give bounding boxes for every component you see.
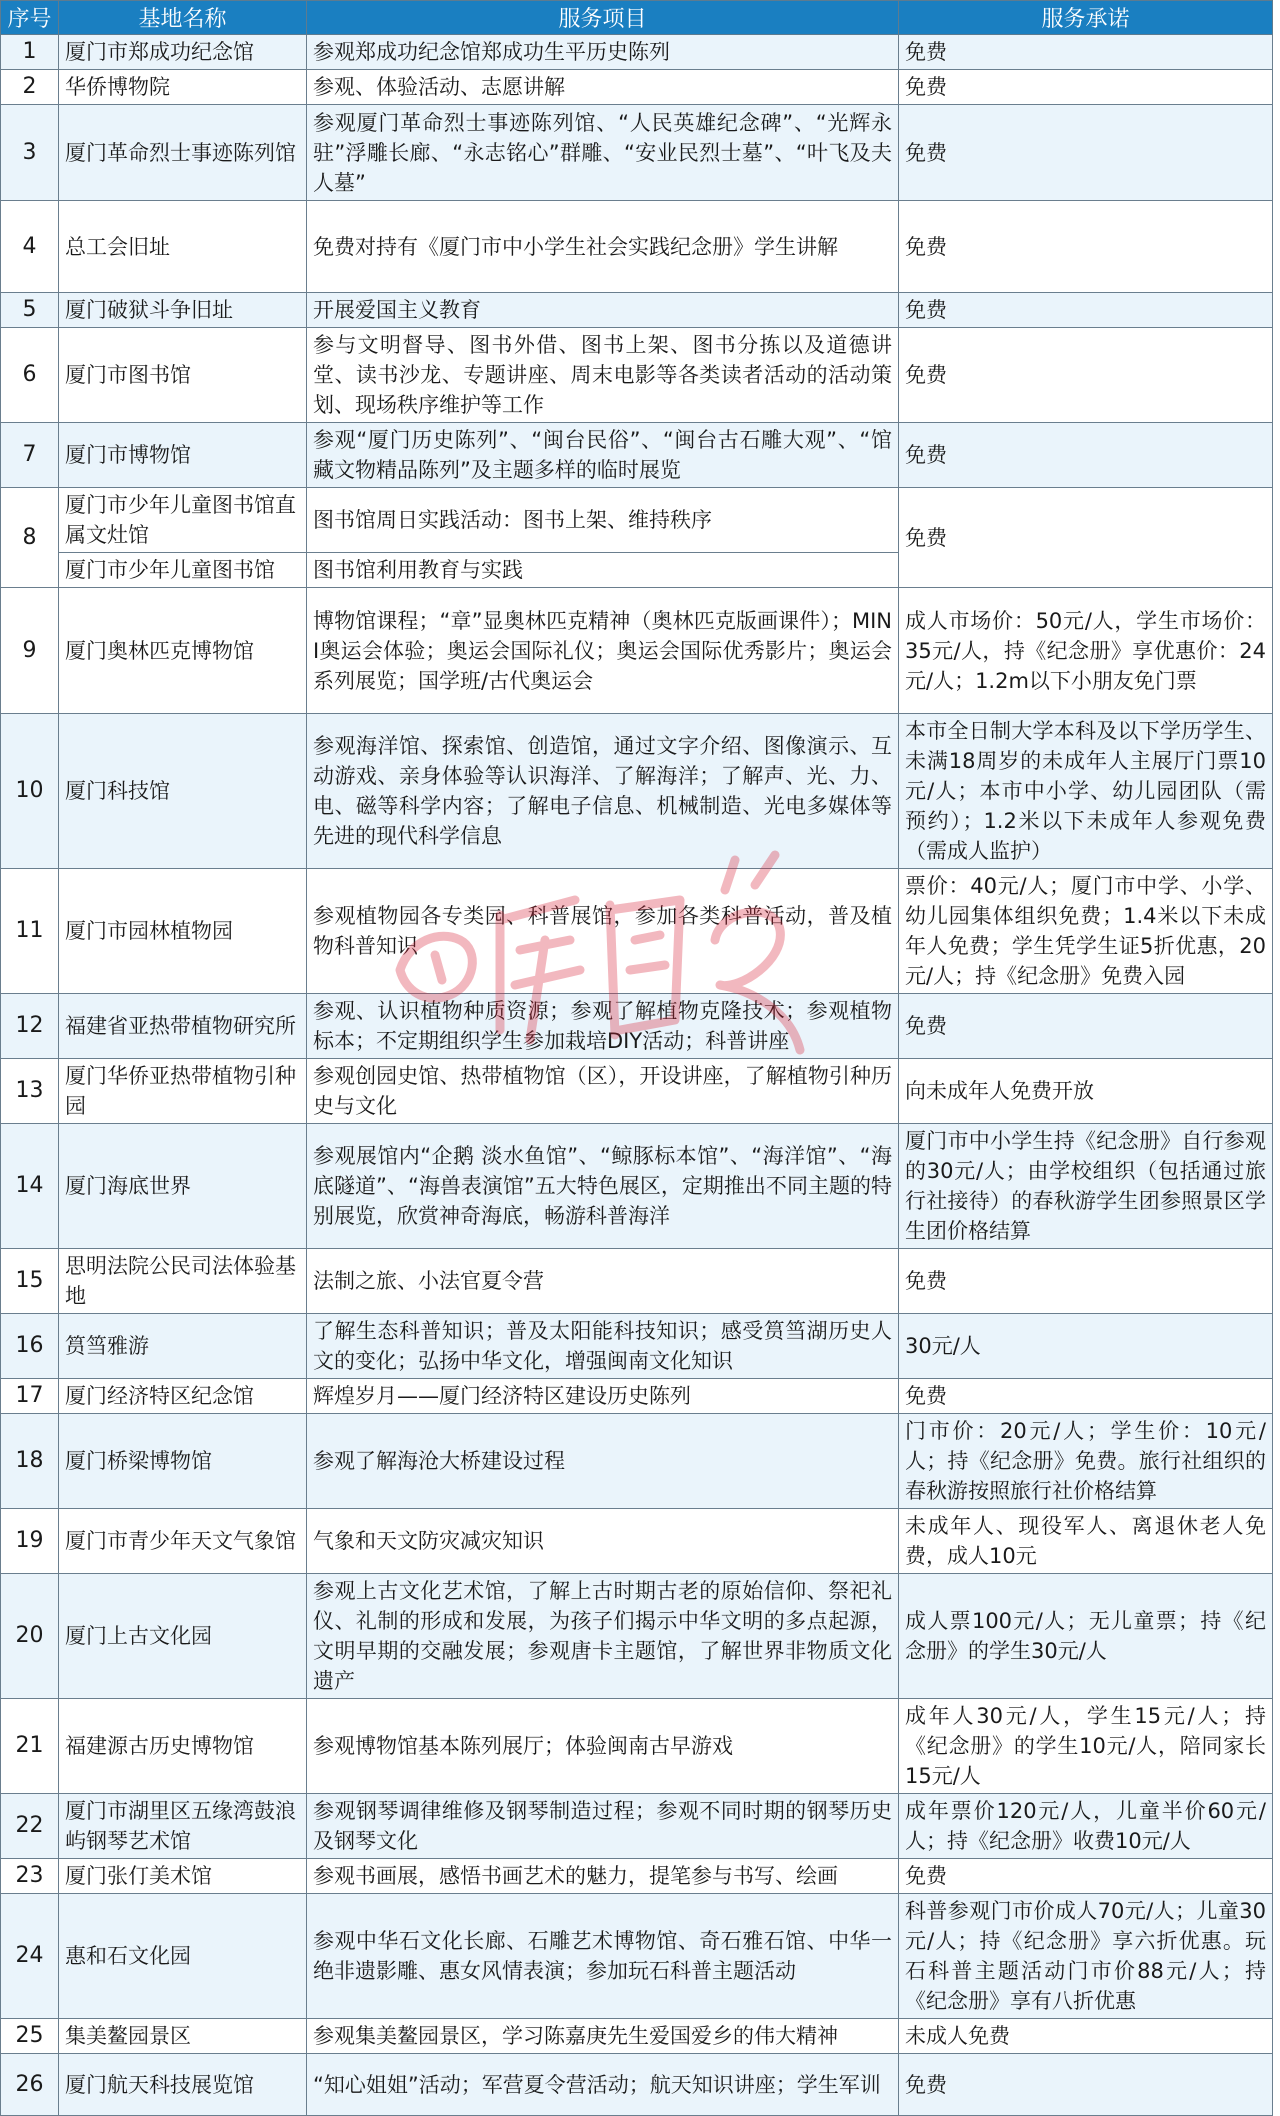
table-row: [1, 1699, 1273, 1794]
row-promise: 成人票100元/人；无儿童票；持《纪念册》的学生30元/人: [899, 1574, 1273, 1699]
row-no: 23: [1, 1859, 59, 1894]
table-header-row: [1, 1, 1273, 35]
row-no: 24: [1, 1894, 59, 2019]
row-promise: 科普参观门市价成人70元/人；儿童30元/人；持《纪念册》享六折优惠。玩石科普主题活动门市价88元/人；持《纪念册》享有八折优惠: [899, 1894, 1273, 2019]
row-service: 免费对持有《厦门市中小学生社会实践纪念册》学生讲解: [307, 201, 899, 293]
row-promise: 免费: [899, 70, 1273, 105]
header-no: 序号: [1, 1, 59, 35]
row-promise: 30元/人: [899, 1314, 1273, 1379]
row-service: 辉煌岁月——厦门经济特区建设历史陈列: [307, 1379, 899, 1414]
row-service: 参观创园史馆、热带植物馆（区），开设讲座，了解植物引种历史与文化: [307, 1059, 899, 1124]
row-service: 参观了解海沧大桥建设过程: [307, 1414, 899, 1509]
row-no: 17: [1, 1379, 59, 1414]
row-name: 福建省亚热带植物研究所: [59, 994, 307, 1059]
row-no: 19: [1, 1509, 59, 1574]
row-no: 26: [1, 2054, 59, 2116]
row-service: 博物馆课程；“章”显奥林匹克精神（奥林匹克版画课件）；MINI奥运会体验；奥运会国际礼仪；奥运会国际优秀影片；奥运会系列展览；国学班/古代奥运会: [307, 588, 899, 714]
row-name: 厦门市郑成功纪念馆: [59, 35, 307, 70]
table-row: [1, 105, 1273, 201]
row-no: 3: [1, 105, 59, 201]
table-row: [1, 1574, 1273, 1699]
table-row: [1, 1249, 1273, 1314]
row-no: 16: [1, 1314, 59, 1379]
row-service: 参与文明督导、图书外借、图书上架、图书分拣以及道德讲堂、读书沙龙、专题讲座、周末电影等各类读者活动的活动策划、现场秩序维护等工作: [307, 328, 899, 423]
row-no: 13: [1, 1059, 59, 1124]
row-no: 15: [1, 1249, 59, 1314]
row-promise: 免费: [899, 423, 1273, 488]
row-promise: 免费: [899, 201, 1273, 293]
row-no: 1: [1, 35, 59, 70]
row-promise: 厦门市中小学生持《纪念册》自行参观的30元/人；由学校组织（包括通过旅行社接待）的春秋游学生团参照景区学生团价格结算: [899, 1124, 1273, 1249]
table-row: [1, 1314, 1273, 1379]
row-no: 18: [1, 1414, 59, 1509]
row-name: 厦门市博物馆: [59, 423, 307, 488]
table-row: [1, 488, 1273, 553]
row-service: 参观、认识植物种质资源；参观了解植物克隆技术；参观植物标本；不定期组织学生参加栽培DIY活动；科普讲座: [307, 994, 899, 1059]
row-promise: 免费: [899, 2054, 1273, 2116]
row-name: 华侨博物院: [59, 70, 307, 105]
row-name: 福建源古历史博物馆: [59, 1699, 307, 1794]
row-service: 图书馆周日实践活动：图书上架、维持秩序: [307, 488, 899, 553]
row-no: 12: [1, 994, 59, 1059]
row-no: 5: [1, 293, 59, 328]
row-name: 厦门市湖里区五缘湾鼓浪屿钢琴艺术馆: [59, 1794, 307, 1859]
row-name: 筼筜雅游: [59, 1314, 307, 1379]
row-name: 惠和石文化园: [59, 1894, 307, 2019]
row-promise: 免费: [899, 488, 1273, 588]
row-promise: 票价：40元/人；厦门市中学、小学、幼儿园集体组织免费；1.4米以下未成年人免费；学生凭学生证5折优惠，20元/人；持《纪念册》免费入园: [899, 869, 1273, 994]
row-no: 4: [1, 201, 59, 293]
table-row: [1, 1059, 1273, 1124]
row-promise: 免费: [899, 1379, 1273, 1414]
table-row: [1, 1124, 1273, 1249]
row-promise: 向未成年人免费开放: [899, 1059, 1273, 1124]
row-name: 总工会旧址: [59, 201, 307, 293]
table-row: [1, 588, 1273, 714]
row-name: 厦门革命烈士事迹陈列馆: [59, 105, 307, 201]
row-name: 厦门科技馆: [59, 714, 307, 869]
table-row: [1, 1859, 1273, 1894]
row-promise: 免费: [899, 328, 1273, 423]
row-no: 25: [1, 2019, 59, 2054]
row-name: 厦门市少年儿童图书馆: [59, 553, 307, 588]
row-name: 厦门市少年儿童图书馆直属文灶馆: [59, 488, 307, 553]
row-service: 参观郑成功纪念馆郑成功生平历史陈列: [307, 35, 899, 70]
row-no: 6: [1, 328, 59, 423]
row-no: 11: [1, 869, 59, 994]
table-row: [1, 70, 1273, 105]
header-service: 服务项目: [307, 1, 899, 35]
row-promise: 本市全日制大学本科及以下学历学生、未满18周岁的未成年人主展厅门票10元/人；本市中小学、幼儿园团队（需预约）；1.2米以下未成年人参观免费（需成人监护）: [899, 714, 1273, 869]
row-name: 厦门上古文化园: [59, 1574, 307, 1699]
header-promise: 服务承诺: [899, 1, 1273, 35]
header-name: 基地名称: [59, 1, 307, 35]
row-promise: 成年票价120元/人，儿童半价60元/人；持《纪念册》收费10元/人: [899, 1794, 1273, 1859]
row-promise: 免费: [899, 1249, 1273, 1314]
row-promise: 免费: [899, 293, 1273, 328]
row-service: 参观书画展，感悟书画艺术的魅力，提笔参与书写、绘画: [307, 1859, 899, 1894]
table-row: [1, 1794, 1273, 1859]
row-service: “知心姐姐”活动；军营夏令营活动；航天知识讲座；学生军训: [307, 2054, 899, 2116]
table-row: [1, 1379, 1273, 1414]
row-promise: 免费: [899, 994, 1273, 1059]
table-row: [1, 869, 1273, 994]
row-no: 9: [1, 588, 59, 714]
row-service: 气象和天文防灾减灾知识: [307, 1509, 899, 1574]
row-service: 参观博物馆基本陈列展厅；体验闽南古早游戏: [307, 1699, 899, 1794]
table-row: [1, 1414, 1273, 1509]
table-row: [1, 2019, 1273, 2054]
row-no: 10: [1, 714, 59, 869]
row-promise: 未成人免费: [899, 2019, 1273, 2054]
table-row: [1, 2054, 1273, 2116]
row-name: 集美鳌园景区: [59, 2019, 307, 2054]
table-row: [1, 293, 1273, 328]
table-row: [1, 423, 1273, 488]
row-service: 了解生态科普知识；普及太阳能科技知识；感受筼筜湖历史人文的变化；弘扬中华文化，增强闽南文化知识: [307, 1314, 899, 1379]
table-row: [1, 1509, 1273, 1574]
row-service: 开展爱国主义教育: [307, 293, 899, 328]
row-no: 8: [1, 488, 59, 588]
row-no: 7: [1, 423, 59, 488]
table-row: [1, 994, 1273, 1059]
row-service: 参观海洋馆、探索馆、创造馆，通过文字介绍、图像演示、互动游戏、亲身体验等认识海洋、了解海洋；了解声、光、力、电、磁等科学内容；了解电子信息、机械制造、光电多媒体等先进的现代科学信息: [307, 714, 899, 869]
row-service: 参观上古文化艺术馆，了解上古时期古老的原始信仰、祭祀礼仪、礼制的形成和发展，为孩子们揭示中华文明的多点起源，文明早期的交融发展；参观唐卡主题馆，了解世界非物质文化遗产: [307, 1574, 899, 1699]
row-no: 20: [1, 1574, 59, 1699]
table-row: [1, 1894, 1273, 2019]
row-name: 厦门市青少年天文气象馆: [59, 1509, 307, 1574]
row-name: 厦门奥林匹克博物馆: [59, 588, 307, 714]
row-name: 思明法院公民司法体验基地: [59, 1249, 307, 1314]
row-service: 参观展馆内“企鹅 淡水鱼馆”、“鲸豚标本馆”、“海洋馆”、“海底隧道”、“海兽表演馆”五大特色展区，定期推出不同主题的特别展览，欣赏神奇海底，畅游科普海洋: [307, 1124, 899, 1249]
row-name: 厦门张仃美术馆: [59, 1859, 307, 1894]
row-no: 14: [1, 1124, 59, 1249]
row-promise: 成年人30元/人，学生15元/人；持《纪念册》的学生10元/人，陪同家长15元/人: [899, 1699, 1273, 1794]
row-no: 21: [1, 1699, 59, 1794]
row-service: 参观“厦门历史陈列”、“闽台民俗”、“闽台古石雕大观”、“馆藏文物精品陈列”及主题多样的临时展览: [307, 423, 899, 488]
row-name: 厦门市园林植物园: [59, 869, 307, 994]
row-promise: 未成年人、现役军人、离退休老人免费，成人10元: [899, 1509, 1273, 1574]
row-promise: 成人市场价：50元/人，学生市场价：35元/人，持《纪念册》享优惠价：24元/人；1.2m以下小朋友免门票: [899, 588, 1273, 714]
row-promise: 免费: [899, 35, 1273, 70]
row-name: 厦门经济特区纪念馆: [59, 1379, 307, 1414]
row-service: 参观中华石文化长廊、石雕艺术博物馆、奇石雅石馆、中华一绝非遗影雕、惠女风情表演；参加玩石科普主题活动: [307, 1894, 899, 2019]
row-promise: 门市价：20元/人；学生价：10元/人；持《纪念册》免费。旅行社组织的春秋游按照旅行社价格结算: [899, 1414, 1273, 1509]
table-row: [1, 35, 1273, 70]
row-service: 参观植物园各专类园、科普展馆，参加各类科普活动，普及植物科普知识: [307, 869, 899, 994]
table-row: [1, 714, 1273, 869]
row-name: 厦门破狱斗争旧址: [59, 293, 307, 328]
table-row: [1, 328, 1273, 423]
row-service: 图书馆利用教育与实践: [307, 553, 899, 588]
row-name: 厦门海底世界: [59, 1124, 307, 1249]
row-name: 厦门市图书馆: [59, 328, 307, 423]
row-promise: 免费: [899, 105, 1273, 201]
row-no: 2: [1, 70, 59, 105]
row-no: 22: [1, 1794, 59, 1859]
row-service: 参观集美鳌园景区，学习陈嘉庚先生爱国爱乡的伟大精神: [307, 2019, 899, 2054]
row-name: 厦门桥梁博物馆: [59, 1414, 307, 1509]
row-service: 参观厦门革命烈士事迹陈列馆、“人民英雄纪念碑”、“光辉永驻”浮雕长廊、“永志铭心”群雕、“安业民烈士墓”、“叶飞及夫人墓”: [307, 105, 899, 201]
table-row: [1, 201, 1273, 293]
row-name: 厦门华侨亚热带植物引种园: [59, 1059, 307, 1124]
row-service: 参观钢琴调律维修及钢琴制造过程；参观不同时期的钢琴历史及钢琴文化: [307, 1794, 899, 1859]
row-service: 法制之旅、小法官夏令营: [307, 1249, 899, 1314]
row-name: 厦门航天科技展览馆: [59, 2054, 307, 2116]
row-promise: 免费: [899, 1859, 1273, 1894]
row-service: 参观、体验活动、志愿讲解: [307, 70, 899, 105]
